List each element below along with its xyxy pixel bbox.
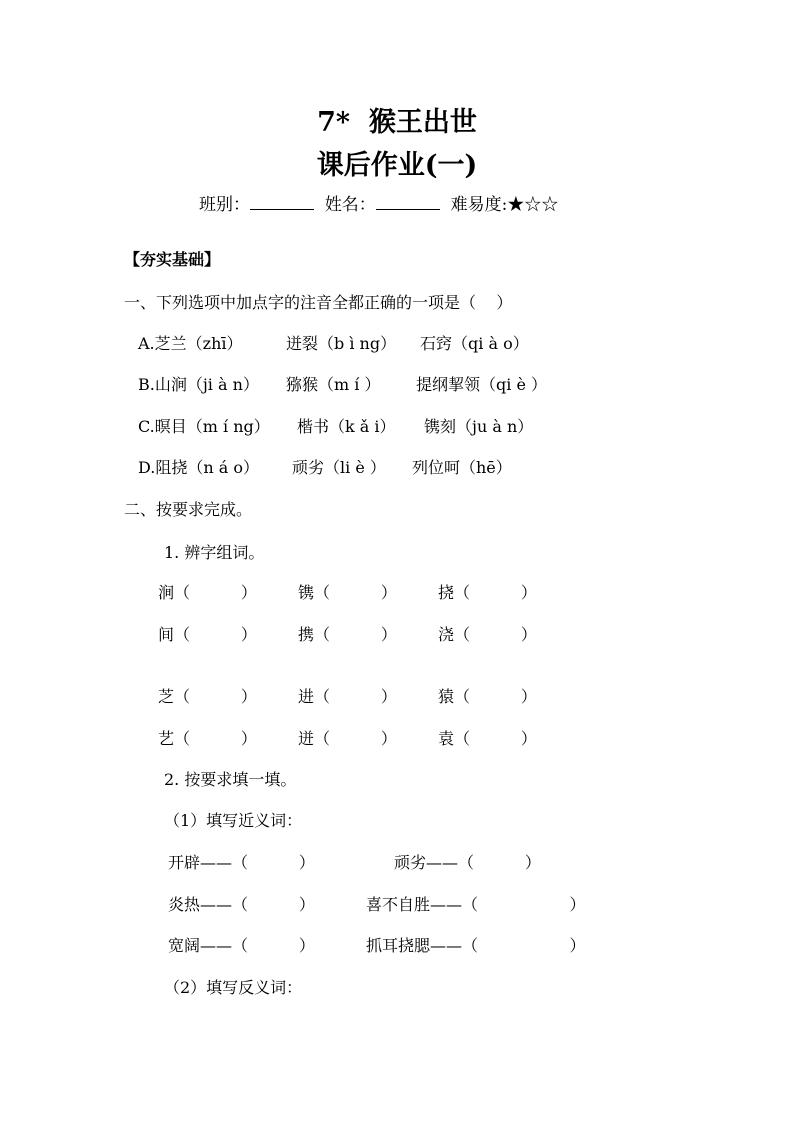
word-pair-cell[interactable]: 间（ ）	[158, 625, 257, 644]
subquestion-1-label: 1. 辨字组词。	[164, 543, 265, 562]
synonym-label: （1）填写近义词：	[164, 811, 303, 830]
class-blank[interactable]	[250, 194, 314, 210]
synonym-item[interactable]: 宽阔——（ ）	[168, 936, 315, 955]
option-d-1: D.阻挠（n á o）	[138, 458, 259, 477]
option-d-2: 顽劣（li è ）	[292, 458, 386, 477]
student-info-line	[199, 190, 558, 215]
synonym-item[interactable]: 顽劣——（ ）	[394, 853, 541, 872]
word-pair-cell[interactable]: 猿（ ）	[438, 687, 537, 706]
word-pair-cell[interactable]: 进（ ）	[298, 687, 397, 706]
option-b-3: 提纲挈领（qi è ）	[416, 375, 548, 394]
word-pair-cell[interactable]: 携（ ）	[298, 625, 397, 644]
option-b-1: B.山涧（ji à n）	[138, 375, 259, 394]
antonym-label: （2）填写反义词：	[164, 978, 303, 997]
question-2-prompt: 二、按要求完成。	[124, 500, 253, 519]
question-1-prompt: 一、下列选项中加点字的注音全都正确的一项是（ ）	[124, 293, 513, 312]
synonym-item[interactable]: 喜不自胜——（ ）	[366, 895, 586, 914]
page-subtitle: 课后作业(一)	[316, 150, 478, 181]
synonym-item[interactable]: 抓耳挠腮——（ ）	[366, 936, 586, 955]
name-label: 姓名：	[324, 195, 376, 215]
word-pair-cell[interactable]: 镌（ ）	[298, 583, 397, 602]
word-pair-cell[interactable]: 迸（ ）	[298, 729, 397, 748]
name-blank[interactable]	[376, 194, 440, 210]
section-heading: 【夯实基础】	[124, 250, 221, 269]
subquestion-2-label: 2. 按要求填一填。	[164, 770, 297, 789]
option-b-2: 猕猴（m í ）	[286, 375, 381, 394]
option-a-2: 迸裂（b ì ng）	[286, 334, 397, 353]
option-a-3: 石窍（qi à o）	[420, 334, 529, 353]
synonym-item[interactable]: 开辟——（ ）	[168, 853, 315, 872]
synonym-item[interactable]: 炎热——（ ）	[168, 895, 315, 914]
word-pair-cell[interactable]: 袁（ ）	[438, 729, 537, 748]
option-c-2: 楷书（k ǎ i）	[297, 417, 396, 436]
word-pair-cell[interactable]: 芝（ ）	[158, 687, 257, 706]
option-c-1: C.暝目（m í ng）	[138, 417, 270, 436]
word-pair-cell[interactable]: 浇（ ）	[438, 625, 537, 644]
option-a-1: A.芝兰（zhī）	[138, 334, 243, 353]
difficulty-rating: 难易度:★☆☆	[450, 195, 559, 215]
option-d-3: 列位呵（hē）	[412, 458, 512, 477]
word-pair-cell[interactable]: 艺（ ）	[158, 729, 257, 748]
class-label: 班别：	[199, 195, 250, 215]
word-pair-cell[interactable]: 挠（ ）	[438, 583, 537, 602]
option-c-3: 镌刻（ju à n）	[424, 417, 534, 436]
page-title: 7* 猴王出世	[317, 107, 477, 138]
word-pair-cell[interactable]: 涧（ ）	[158, 583, 257, 602]
